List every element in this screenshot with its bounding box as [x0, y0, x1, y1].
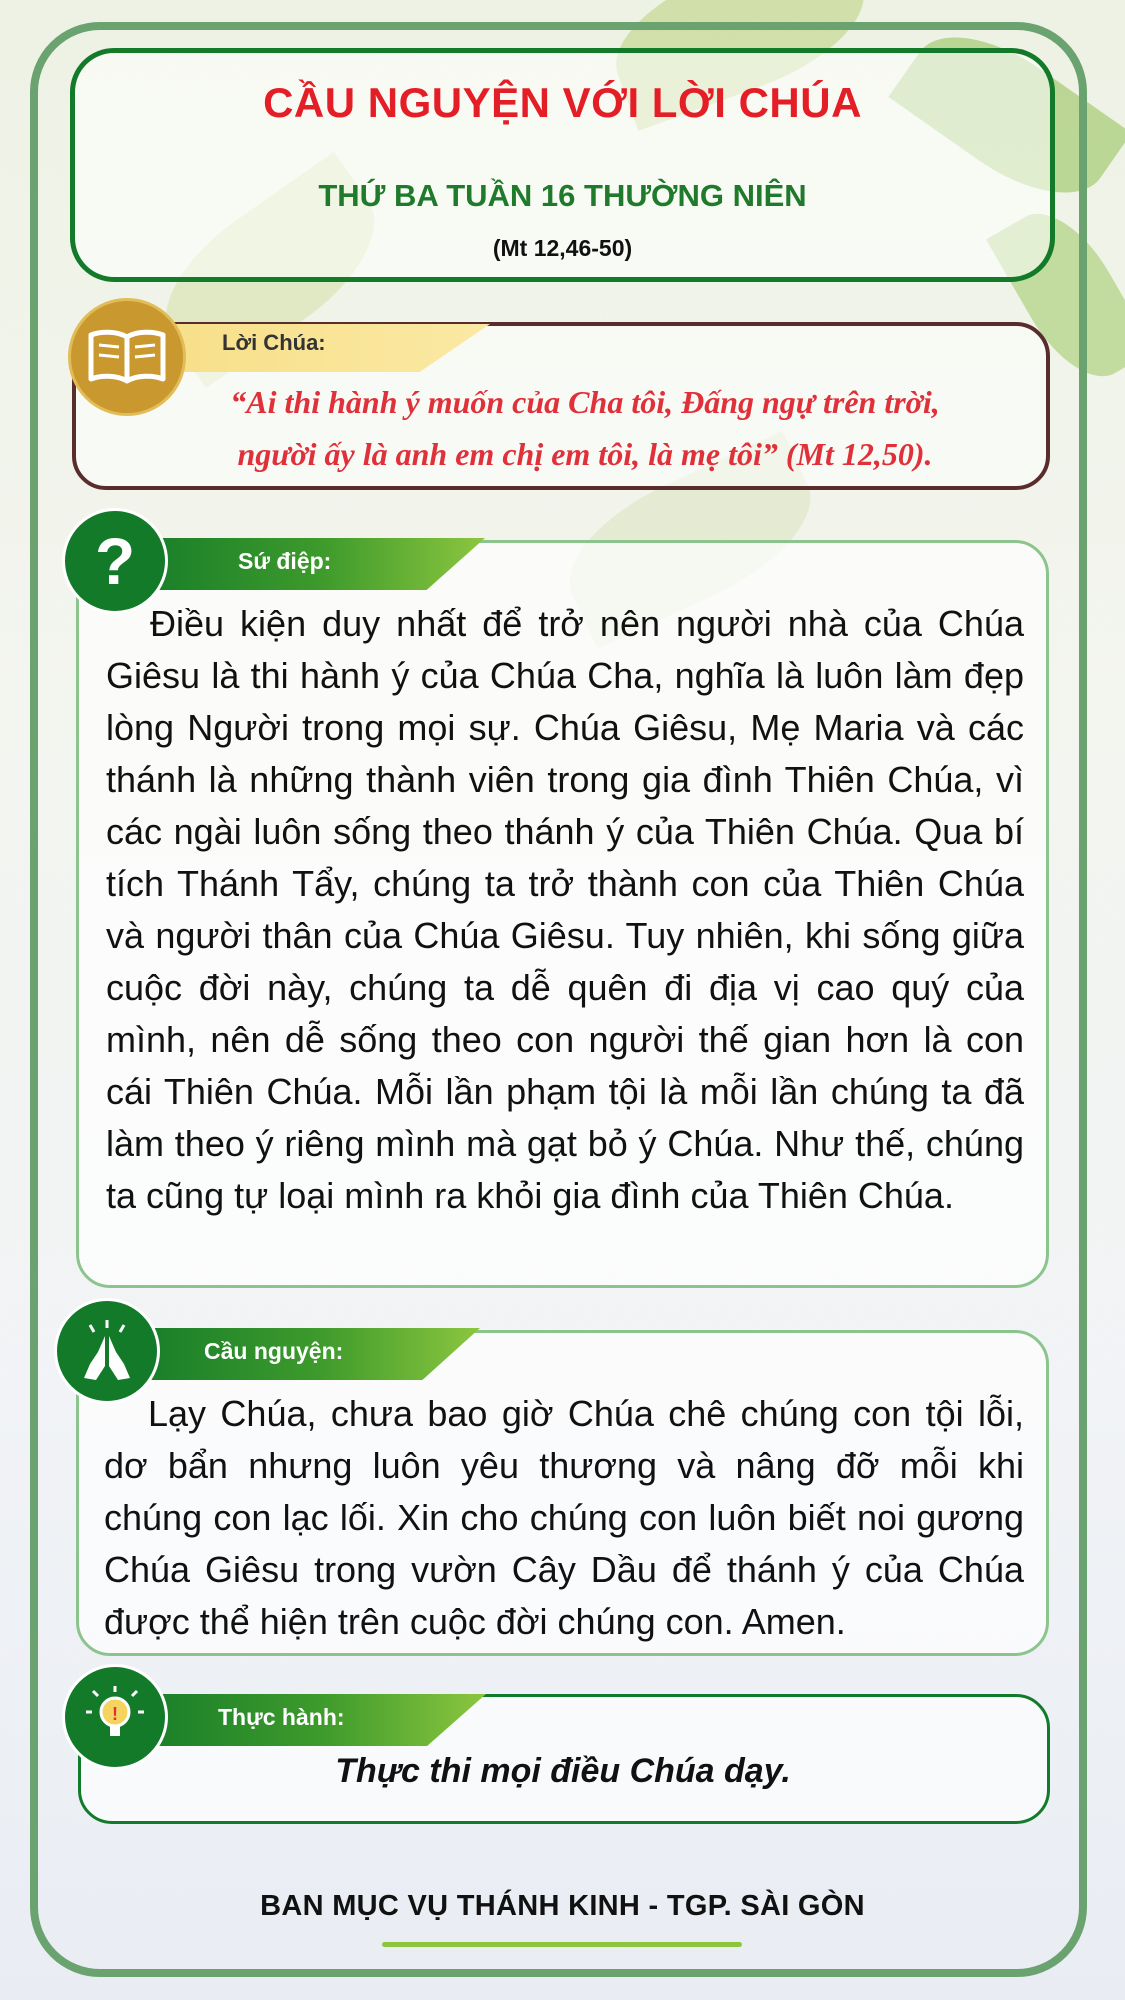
quote-line: người ấy là anh em chị em tôi, là mẹ tôi” (Mt 12,50).	[237, 436, 933, 472]
open-book-icon	[68, 298, 186, 416]
practice-label: Thực hành:	[218, 1704, 345, 1730]
liturgical-day: THỨ BA TUẦN 16 THƯỜNG NIÊN	[318, 178, 807, 213]
svg-text:!: !	[112, 1704, 118, 1724]
scripture-reference: (Mt 12,46-50)	[492, 235, 633, 261]
title-card	[70, 48, 1055, 282]
page-title: CẦU NGUYỆN VỚI LỜI CHÚA	[263, 79, 862, 126]
message-body	[106, 598, 1024, 1222]
prayer-body	[104, 1388, 1024, 1648]
footer-credit: BAN MỤC VỤ THÁNH KINH - TGP. SÀI GÒN	[260, 1890, 865, 1922]
practice-text: Thực thi mọi điều Chúa dạy.	[335, 1752, 791, 1790]
footer-divider	[382, 1942, 742, 1947]
prayer-text: Lạy Chúa, chưa bao giờ Chúa chê chúng con tội lỗi, dơ bẩn nhưng luôn yêu thương và nâng đỡ mỗi khi chúng con lạc lối. Xin cho chúng con luôn biết noi gương Chúa Giêsu trong vườn Cây Dầu để thánh ý của Chúa được thể hiện trên cuộc đời chúng con. Amen.	[104, 1393, 1024, 1642]
quote-line: “Ai thi hành ý muốn của Cha tôi, Đấng ngự trên trời,	[230, 384, 940, 420]
word-of-god-label: Lời Chúa:	[222, 330, 326, 355]
message-text: Điều kiện duy nhất để trở nên người nhà của Chúa Giêsu là thi hành ý của Chúa Cha, nghĩa là luôn làm đẹp lòng Người trong mọi sự. Chúa Giêsu, Mẹ Maria và các thánh là những thành viên trong gia đình Thiên Chúa, vì các ngài luôn sống theo thánh ý của Thiên Chúa. Qua bí tích Thánh Tẩy, chúng ta trở thành con của Thiên Chúa và người thân của Chúa Giêsu. Tuy nhiên, khi sống giữa cuộc đời này, chúng ta dễ quên đi địa vị cao quý của mình, nên dễ sống theo con người thế gian hơn là con cái Thiên Chúa. Mỗi lần phạm tội là mỗi lần chúng ta đã làm theo ý riêng mình mà gạt bỏ ý Chúa. Như thế, chúng ta cũng tự loại mình ra khỏi gia đình của Thiên Chúa.	[106, 603, 1024, 1216]
prayer-label: Cầu nguyện:	[204, 1338, 344, 1364]
question-mark-icon: ?	[62, 508, 168, 614]
message-label: Sứ điệp:	[238, 548, 332, 574]
